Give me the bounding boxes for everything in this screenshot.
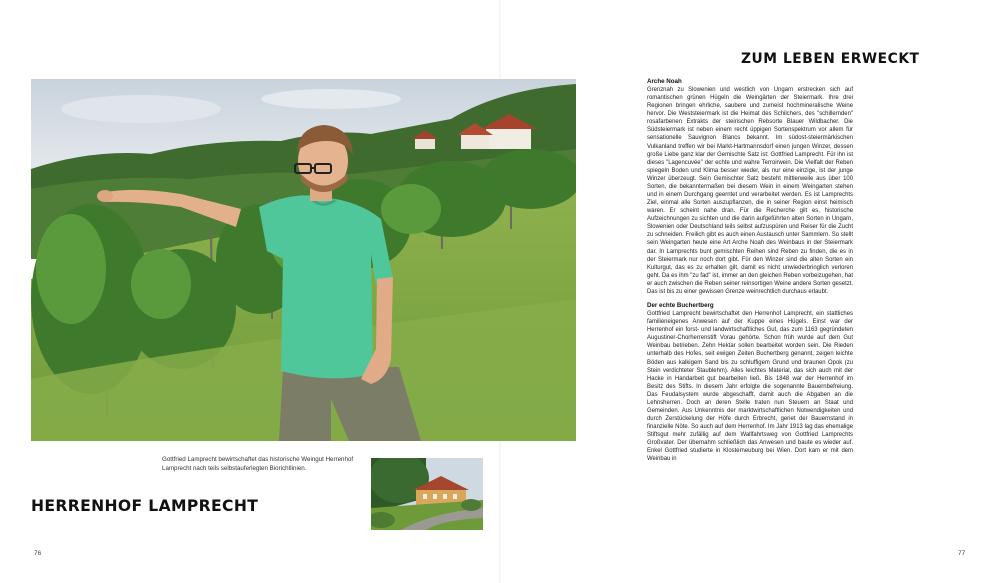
- section-heading-buchertberg: Der echte Buchertberg: [647, 302, 714, 310]
- photo-caption: Gottfried Lamprecht bewirtschaftet das historische Weingut Herrenhof Lamprecht nach teils selbstauferlegten Biorichtlinien.: [162, 456, 354, 473]
- section-text-arche-noah: Grenznah zu Slowenien und westlich von Ungarn erstrecken sich auf romantischen grünen Hügeln die Weingärten der Steiermark. Ihre drei Regionen bringen ehrliche, saubere und zumeist hochmineralische Weine hervor. Die Weststeiermark ist die Heimat des Schilchers, des "schillernden" rosafarbenen Extrakts der steirischen Rebsorte Blauer Wildbacher. Die Südsteiermark ist neben einem recht üppigen Sortenspektrum vor allem für sensationelle Sauvignon Blancs bekannt. Im südost-steiermärkischen Vulkanland treffen wir bei Markt-Hartmannsdorf einen jungen Winzer, dessen große Liebe ganz klar der Gemischte Satz ist: Gottfried Lamprecht. Für ihn ist dieses "Lagencuvée" der echte und wahre Terroirwein. Die Vielfalt der Reben spiegeln Boden und Klima besser wieder, als nur eine einzige, ist der junge Winzer überzeugt. Sein Gemischter Satz besteht mittlerweile aus über 100 Sorten, die bekanntermaßen bei diesem Wein in einem Weingarten stehen und in einem Durchgang geerntet und verarbeitet werden. Es ist Lamprechts Ziel, einmal alle Sorten auszupflanzen, die in seiner Region einst heimisch waren. Er scheint nahe dran. Für die Recherche gilt es, historische Aufzeichnungen zu sichten und die darin aufgeführten alten Sorten in Ungarn, Slowenien oder Deutschland teils selbst aufzuspüren und Reiser für die Zucht zu schneiden. Freilich gibt es auch einen Austausch unter Sammlern. So stellt sein Weingarten heute eine Art Arche Noah des Weinbaus in der Steiermark dar. In Lamprechts bunt gemischten Reihen sind Reben zu finden, die es in der Steiermark nur noch dort gibt. Für den Winzer sind die alten Sorten ein Kulturgut, das es zu erhalten gilt, damit es nicht unwiederbringlich verloren geht. Da es ihm "zu fad" ist, immer an den gleichen Reben vorbeizugehen, hat er auch zwischen die Reben seiner reinsortigen Weine andere Sorten gesetzt. Das ist bis zu einer gewissen Grenze weinrechtlich durchaus erlaubt.: [647, 87, 853, 295]
- section-heading-arche-noah: Arche Noah: [647, 78, 682, 85]
- winery-title: HERRENHOF LAMPRECHT: [31, 497, 259, 515]
- page-number-left: 76: [34, 550, 42, 557]
- small-photo-farmhouse: [371, 458, 483, 530]
- body-text-column: [647, 78, 853, 464]
- chapter-title: ZUM LEBEN ERWECKT: [741, 51, 920, 67]
- main-photo-winemaker: [31, 79, 576, 441]
- page-number-right: 77: [958, 550, 966, 557]
- section-text-buchertberg: Gottfried Lamprecht bewirtschaftet den Herrenhof Lamprecht, ein stattliches familieneigenes Anwesen auf der Kuppe eines Hügels. Einst war der Herrenhof ein forst- und landwirtschaftliches Gut, das zum 1163 gegründeten Augustiner-Chorherrenstift Vorau gehörte. Schon früh wurde auf dem Gut Weinbau betrieben. Zehn Hektar sollen bearbeitet worden sein. Die Rieden unterhalb des Hofes, seit ewigen Zeiten Buchertberg genannt, zeigen leichte Böden aus kalkigem Sand bis zu schluffigem Grund und braunen Opok (zu Stein verdichteter Staublehm). Alles leichtes Material, das sich auch mit der Hacke in Handarbeit gut bearbeiten ließ. Bis 1848 war der Herrenhof im Besitz des Stifts. In diesem Jahr erfolgte die sogenannte Bauernbefreiung. Das Feudalsystem wurde abgeschafft, damit auch die Abgaben an die Lehnsherren. Doch an deren Stelle traten nun Steuern an Staat und Gemeinden. Aus Unkenntnis der marktwirtschaftlichen Notwendigkeiten und durch Zerstückelung der Höfe durch Erbrecht, geriet der Bauernstand in finanzielle Nöte. So auch auf dem Herrenhof. Im Jahr 1913 lag das ehemalige Stiftsgut mehr zufällig auf dem Wallfahrtsweg von Gottfried Lamprechts Großvater. Der übernahm schließlich das Anwesen und baute es wieder auf. Enkel Gottfried studierte in Klosterneuburg bei Wien. Dort kam er mit dem Weinbau in: [647, 311, 853, 463]
